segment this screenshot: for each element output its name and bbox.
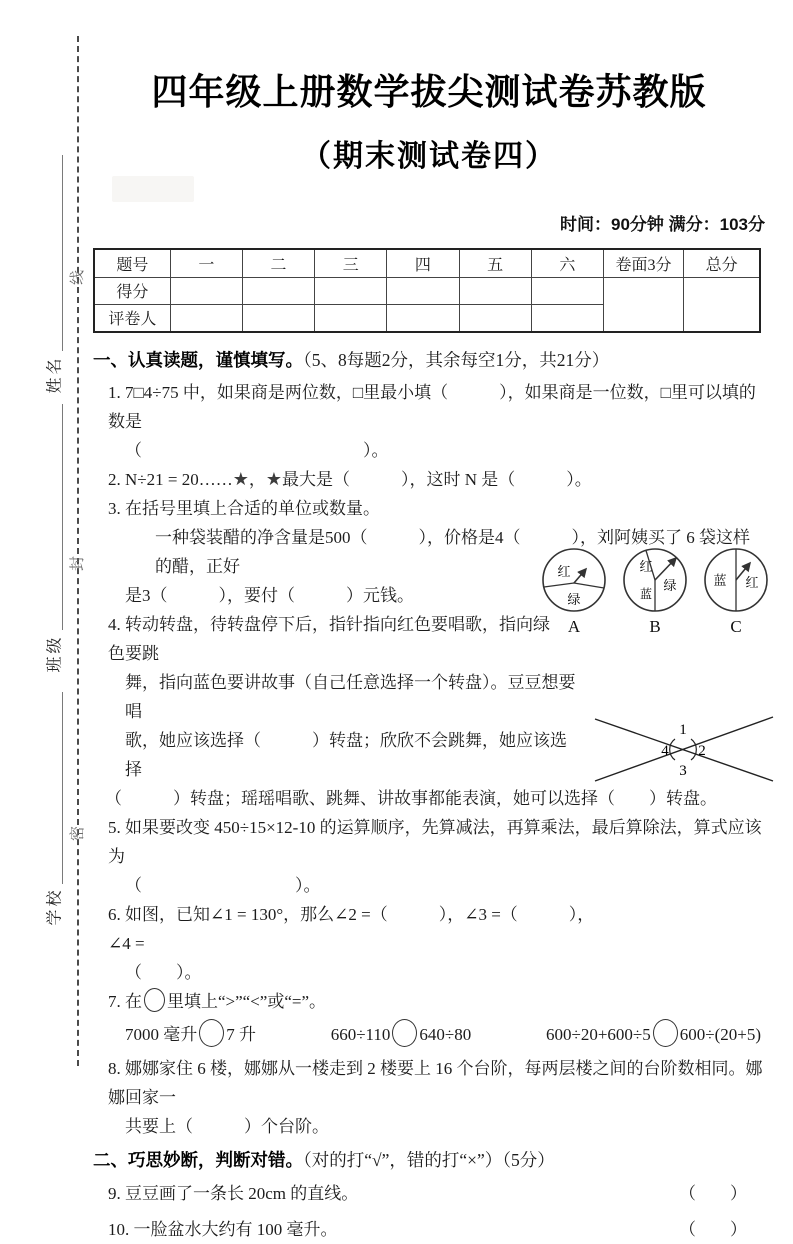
q6-angle-figure — [589, 703, 779, 800]
compare-circle-icon — [144, 988, 165, 1012]
spinner-a-green-label: 绿 — [567, 592, 581, 607]
q3-line2: 一种袋装醋的净含量是500（ ），价格是4（ ），刘阿姨买了 6 袋这样的醋，正好 — [155, 527, 750, 576]
q8-line1: 8. 娜娜家住 6 楼，娜娜从一楼走到 2 楼要上 16 个台阶，每两层楼之间的台阶数相同。娜娜回家一 — [108, 1058, 763, 1107]
q2-mid: ， — [248, 469, 266, 489]
q1-line2: （ ）。 — [125, 440, 389, 460]
q7-head-prefix: 7. 在 — [108, 991, 142, 1011]
q7-item-3 — [546, 1016, 761, 1054]
score-cell — [459, 304, 531, 332]
spinner-a-label: A — [567, 617, 581, 636]
spinner-a-icon — [539, 547, 609, 615]
question-2 — [108, 465, 765, 494]
q6-line1: 6. 如图，已知∠1 = 130°，那么∠2 =（ ），∠3 =（ ），∠4 = — [108, 904, 595, 953]
q7-comparisons — [125, 1016, 761, 1054]
q7-item-2 — [331, 1016, 472, 1054]
q5-line1: 5. 如果要改变 450÷15×12-10 的运算顺序，先算减法，再算乘法，最后算除法，算式应该为 — [108, 817, 762, 866]
score-header-cell: 三 — [315, 249, 387, 278]
score-row-label: 得分 — [94, 277, 170, 304]
spinner-b-red-label: 红 — [639, 559, 653, 574]
score-row — [94, 277, 760, 304]
score-header-cell: 二 — [242, 249, 314, 278]
spinner-c — [701, 547, 771, 637]
q1-line1: 1. 7□4÷75 中，如果商是两位数，□里最小填（ ），如果商是一位数，□里可以填的数是 — [108, 382, 756, 431]
score-header-cell: 总分 — [684, 249, 760, 278]
spinner-b-icon — [620, 547, 690, 615]
question-5 — [93, 813, 765, 900]
q7-heading — [108, 987, 765, 1016]
seal-char-feng: 封 — [70, 555, 87, 571]
question-1 — [93, 378, 765, 465]
star-icon: ★ — [232, 468, 249, 489]
q7-head-suffix: 里填上“>”“<”或“=”。 — [167, 991, 327, 1011]
q4-spinner-figures — [539, 547, 771, 637]
angle3-label: 3 — [679, 763, 687, 779]
q7-item1-left: 7000 毫升 — [125, 1024, 198, 1044]
total-score-cell — [684, 277, 760, 332]
paper-score-cell — [603, 277, 683, 332]
q3-line1: 3. 在括号里填上合适的单位或数量。 — [108, 498, 380, 518]
angle2-label: 2 — [698, 743, 706, 759]
q10-answer-blank: （ ） — [679, 1219, 747, 1239]
q4-line4: （ ）转盘；瑶瑶唱歌、跳舞、讲故事都能表演，她可以选择（ ）转盘。 — [105, 788, 717, 808]
section2-heading — [93, 1147, 765, 1173]
question-6 — [93, 900, 765, 987]
q4-line3: 歌，她应该选择（ ）转盘；欣欣不会跳舞，她应该选择 — [125, 730, 567, 779]
score-cell — [387, 304, 459, 332]
question-9 — [108, 1179, 747, 1208]
exam-content — [93, 55, 765, 1244]
grader-row-label: 评卷人 — [94, 304, 170, 332]
score-header-cell: 四 — [387, 249, 459, 278]
question-7 — [93, 987, 765, 1054]
score-cell — [531, 304, 603, 332]
q7-item-1 — [125, 1016, 256, 1054]
q7-item2-right: 640÷80 — [419, 1024, 472, 1044]
compare-circle-icon — [199, 1019, 224, 1047]
score-header-cell: 题号 — [94, 249, 170, 278]
spinner-c-label: C — [730, 617, 742, 636]
spinner-c-blue-label: 蓝 — [713, 573, 727, 588]
score-cell — [242, 304, 314, 332]
name-fill-line — [62, 155, 63, 351]
page-subtitle: （期末测试卷四） — [301, 140, 557, 173]
q9-answer-blank: （ ） — [679, 1183, 747, 1203]
section2-title: 二、巧思妙断，判断对错。 — [93, 1149, 303, 1170]
score-cell — [315, 277, 387, 304]
spinner-c-red-label: 红 — [745, 575, 759, 590]
q2-prefix: 2. N÷21 = 20…… — [108, 469, 233, 489]
compare-circle-icon — [392, 1019, 417, 1047]
q7-item3-right: 600÷(20+5) — [679, 1024, 761, 1044]
spinner-b — [620, 547, 690, 637]
score-header-cell: 五 — [459, 249, 531, 278]
name-label: 姓名 — [46, 354, 64, 394]
q10-text: 10. 一脸盆水大约有 100 毫升。 — [108, 1219, 338, 1239]
q6-line2: （ ）。 — [125, 962, 202, 982]
score-cell — [387, 277, 459, 304]
spinner-b-blue-label: 蓝 — [639, 587, 653, 601]
q8-line2: 共要上（ ）个台阶。 — [125, 1116, 329, 1136]
school-fill-line — [62, 692, 63, 884]
score-table-header-row — [94, 249, 760, 278]
crossing-lines-icon — [589, 703, 779, 795]
star-icon: ★ — [265, 468, 282, 489]
section1-title: 一、认真读题，谨慎填写。 — [93, 349, 303, 370]
q2-suffix: 最大是（ ），这时 N 是（ ）。 — [281, 469, 592, 489]
score-cell — [315, 304, 387, 332]
class-fill-line — [62, 404, 63, 630]
score-header-cell: 一 — [170, 249, 242, 278]
angle4-label: 4 — [661, 743, 669, 759]
spinner-c-icon — [701, 547, 771, 615]
score-table — [93, 248, 761, 333]
score-cell — [170, 304, 242, 332]
spinner-a — [539, 547, 609, 637]
score-cell — [459, 277, 531, 304]
q4-line2: 舞，指向蓝色要讲故事（自己任意选择一个转盘）。豆豆想要唱 — [125, 672, 576, 721]
question-10 — [108, 1215, 747, 1244]
q4-line1: 4. 转动转盘，待转盘停下后，指针指向红色要唱歌，指向绿色要跳 — [108, 614, 550, 663]
q7-item3-left: 600÷20+600÷5 — [545, 1024, 651, 1044]
school-label: 学校 — [46, 886, 64, 926]
score-header-cell: 六 — [531, 249, 603, 278]
section1-heading — [93, 347, 765, 373]
score-cell — [531, 277, 603, 304]
seal-char-mi: 密 — [70, 825, 87, 841]
section1-note: （5、8每题2分，其余每空1分，共21分） — [303, 349, 610, 370]
q7-item1-right: 7 升 — [226, 1024, 256, 1044]
angle1-label: 1 — [679, 722, 687, 738]
seal-char-xian: 线 — [70, 269, 87, 285]
compare-circle-icon — [653, 1019, 678, 1047]
section2-note: （对的打“√”，错的打“×”）（5分） — [303, 1149, 555, 1170]
score-cell — [170, 277, 242, 304]
spinner-b-label: B — [649, 617, 661, 636]
spinner-b-green-label: 绿 — [663, 578, 677, 593]
q7-item2-left: 660÷110 — [330, 1024, 391, 1044]
q5-line2: （ ）。 — [125, 875, 321, 895]
page-title: 四年级上册数学拔尖测试卷苏教版 — [151, 71, 707, 112]
class-label: 班级 — [46, 633, 64, 673]
question-8 — [93, 1054, 765, 1141]
q3-line3: 是3（ ），要付（ ）元钱。 — [125, 585, 414, 605]
time-score-meta: 时间：90分钟 满分：103分 — [560, 214, 765, 234]
spinner-a-red-label: 红 — [557, 564, 571, 579]
score-header-cell: 卷面3分 — [603, 249, 683, 278]
score-cell — [242, 277, 314, 304]
q9-text: 9. 豆豆画了一条长 20cm 的直线。 — [108, 1183, 359, 1203]
